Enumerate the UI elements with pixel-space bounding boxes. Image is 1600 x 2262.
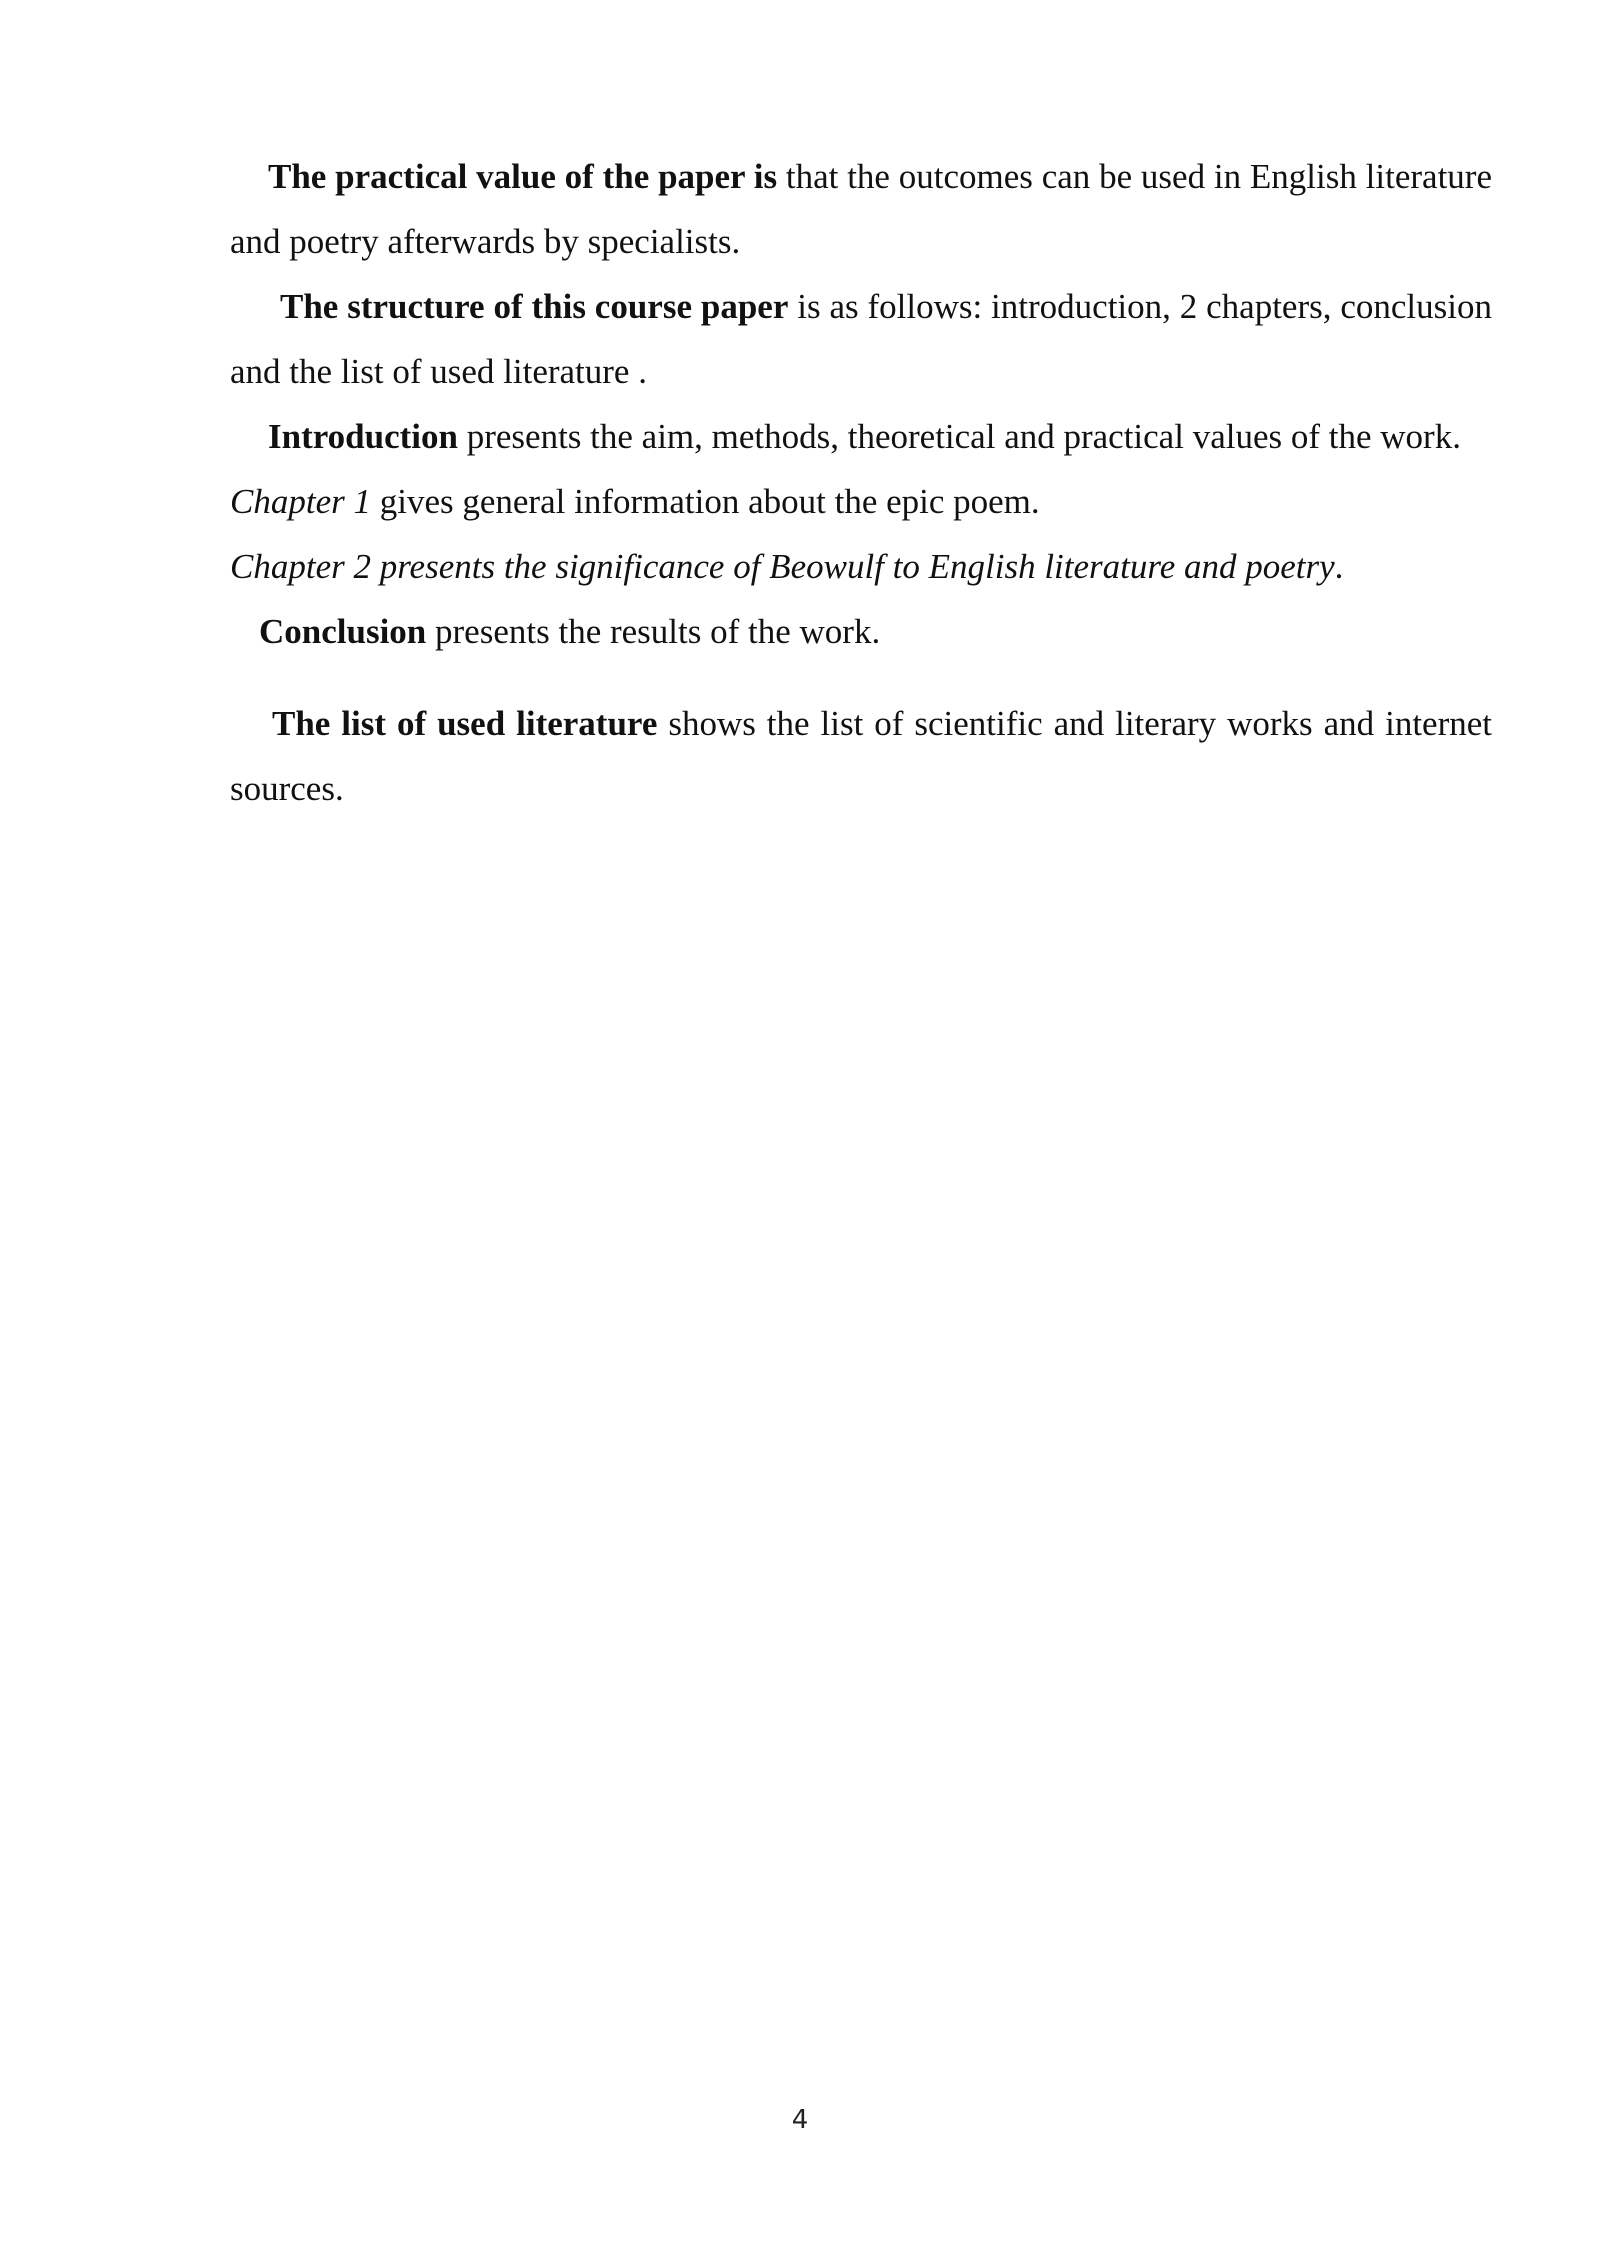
page-body: [230, 144, 1492, 821]
page-number: 4: [791, 2105, 809, 2135]
introduction-text: presents the aim, methods, theoretical and practical values of the work.: [457, 417, 1461, 456]
practical-value-heading: The practical value of the paper is: [268, 157, 778, 196]
chapter-2-period: .: [1334, 547, 1344, 586]
paragraph-practical-value: [230, 144, 1492, 274]
paragraph-structure: [230, 274, 1492, 404]
structure-text: is as follows: introduction, 2 chapters, conclusion and the list of used literature .: [230, 287, 1492, 391]
chapter-2-text: Chapter 2 presents the significance of Beowulf to English literature and poetry: [230, 547, 1335, 586]
conclusion-heading: Conclusion: [259, 612, 427, 651]
chapter-1-text: gives general information about the epic poem.: [370, 482, 1040, 521]
used-literature-text: shows the list of scientific and literary works and internet sources.: [230, 704, 1492, 808]
used-literature-heading: The list of used literature: [272, 704, 658, 743]
paragraph-conclusion: [230, 599, 1492, 664]
paragraph-used-literature: [230, 691, 1492, 821]
chapter-1-label: Chapter 1: [230, 482, 371, 521]
practical-value-text: that the outcomes can be used in English literature and poetry afterwards by specialists.: [230, 157, 1492, 261]
conclusion-text: presents the results of the work.: [426, 612, 881, 651]
introduction-heading: Introduction: [268, 417, 458, 456]
structure-heading: The structure of this course paper: [280, 287, 789, 326]
paragraph-introduction: [230, 404, 1492, 469]
paragraph-chapter-2: [230, 534, 1492, 599]
paragraph-chapter-1: [230, 469, 1492, 534]
